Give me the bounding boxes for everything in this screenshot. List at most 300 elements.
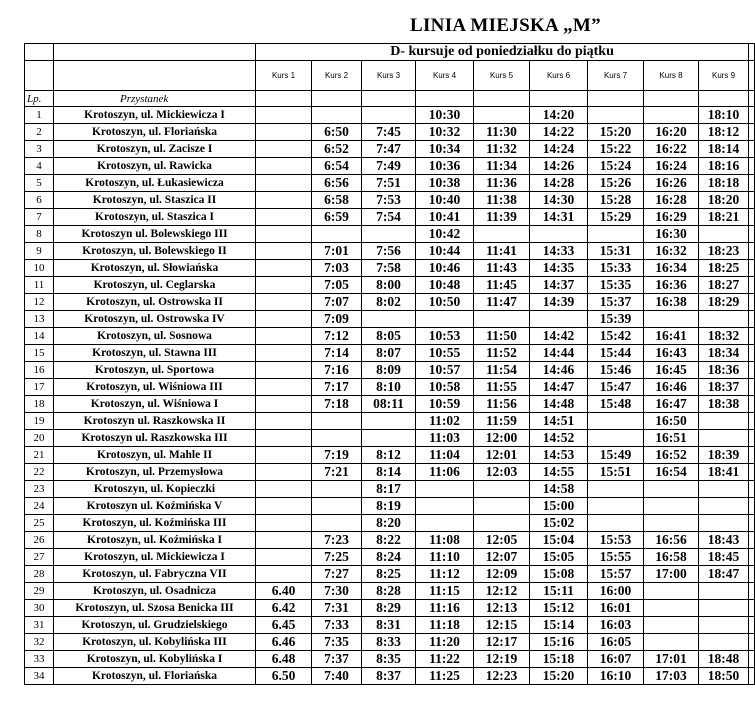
stop-name: Krotoszyn, ul. Ceglarska [54,277,256,294]
departure-time: 7:16 [312,362,362,379]
departure-time: 11:15 [416,583,474,600]
departure-time [256,566,312,583]
departure-time: 15:18 [530,651,588,668]
stop-name: Krotoszyn, ul. Mickiewicza I [54,107,256,124]
departure-time [416,481,474,498]
departure-time: 14:37 [530,277,588,294]
departure-time: 15:49 [588,447,644,464]
departure-time: 18:21 [699,209,749,226]
table-row [25,158,755,175]
kurs-header: Kurs 9 [699,61,749,91]
trailing-cell [749,311,755,328]
departure-time [699,481,749,498]
departure-time: 08:11 [362,396,416,413]
departure-time [644,311,699,328]
departure-time: 6.50 [256,668,312,685]
departure-time: 14:22 [530,124,588,141]
departure-time: 15:16 [530,634,588,651]
departure-time [588,226,644,243]
row-number: 24 [25,498,54,515]
departure-time: 18:12 [699,124,749,141]
departure-time [256,515,312,532]
departure-time: 16:32 [644,243,699,260]
stop-name: Krotoszyn, ul. Ostrowska IV [54,311,256,328]
stop-name: Krotoszyn, ul. Kobylińska III [54,634,256,651]
departure-time: 14:35 [530,260,588,277]
table-row [25,566,755,583]
stop-name: Krotoszyn, ul. Wiśniowa III [54,379,256,396]
stop-name: Krotoszyn, ul. Kopieczki [54,481,256,498]
trailing-cell [749,515,755,532]
row-number: 1 [25,107,54,124]
departure-time: 7:54 [362,209,416,226]
departure-time: 16:22 [644,141,699,158]
departure-time [530,226,588,243]
table-row [25,498,755,515]
departure-time: 18:29 [699,294,749,311]
departure-time [362,430,416,447]
departure-time: 7:47 [362,141,416,158]
departure-time: 11:34 [474,158,530,175]
stop-name: Krotoszyn, ul. Koźmińska I [54,532,256,549]
trailing-cell [749,600,755,617]
departure-time: 15:37 [588,294,644,311]
trailing-cell [749,634,755,651]
stop-name: Krotoszyn, ul. Słowiańska [54,260,256,277]
departure-time: 18:27 [699,277,749,294]
departure-time: 8:09 [362,362,416,379]
departure-time: 7:09 [312,311,362,328]
trailing-cell [749,566,755,583]
table-row [25,464,755,481]
row-number: 29 [25,583,54,600]
row-number: 5 [25,175,54,192]
departure-time: 10:30 [416,107,474,124]
departure-time [256,141,312,158]
departure-time: 11:52 [474,345,530,362]
departure-time: 18:34 [699,345,749,362]
trailing-cell [749,549,755,566]
trailing-cell [749,532,755,549]
departure-time: 16:10 [588,668,644,685]
departure-time: 18:50 [699,668,749,685]
departure-time: 10:34 [416,141,474,158]
departure-time [416,311,474,328]
departure-time: 14:30 [530,192,588,209]
table-row [25,583,755,600]
departure-time: 11:56 [474,396,530,413]
departure-time: 7:51 [362,175,416,192]
departure-time: 8:35 [362,651,416,668]
departure-time: 7:05 [312,277,362,294]
stop-name: Krotoszyn, ul. Wiśniowa I [54,396,256,413]
timetable [24,43,755,685]
trailing-cell [749,158,755,175]
table-row [25,532,755,549]
departure-time [256,226,312,243]
departure-time [256,396,312,413]
trailing-cell [749,430,755,447]
departure-time: 11:20 [416,634,474,651]
table-row [25,447,755,464]
departure-time [416,515,474,532]
departure-time [474,226,530,243]
table-row [25,379,755,396]
departure-time [256,464,312,481]
departure-time: 11:30 [474,124,530,141]
departure-time: 14:26 [530,158,588,175]
departure-time: 11:59 [474,413,530,430]
stop-name: Krotoszyn, ul. Bolewskiego II [54,243,256,260]
departure-time: 15:35 [588,277,644,294]
departure-time: 18:47 [699,566,749,583]
departure-time [699,634,749,651]
departure-time [256,209,312,226]
departure-time: 16:20 [644,124,699,141]
row-number: 17 [25,379,54,396]
departure-time: 14:33 [530,243,588,260]
departure-time: 15:00 [530,498,588,515]
departure-time: 8:24 [362,549,416,566]
departure-time: 8:10 [362,379,416,396]
departure-time [699,413,749,430]
departure-time: 18:39 [699,447,749,464]
departure-time [312,481,362,498]
departure-time: 17:01 [644,651,699,668]
table-row [25,634,755,651]
row-number: 32 [25,634,54,651]
departure-time: 6.48 [256,651,312,668]
departure-time: 11:50 [474,328,530,345]
departure-time [256,413,312,430]
stop-name: Krotoszyn ul. Raszkowska III [54,430,256,447]
departure-time: 15:20 [530,668,588,685]
departure-time: 18:32 [699,328,749,345]
departure-time: 16:36 [644,277,699,294]
table-row [25,107,755,124]
departure-time: 10:58 [416,379,474,396]
departure-time: 6.46 [256,634,312,651]
departure-time: 15:29 [588,209,644,226]
departure-time [256,158,312,175]
departure-time: 11:18 [416,617,474,634]
departure-time: 7:35 [312,634,362,651]
stop-name: Krotoszyn, ul. Staszica II [54,192,256,209]
departure-time: 7:40 [312,668,362,685]
stop-name: Krotoszyn, ul. Sportowa [54,362,256,379]
departure-time: 6:58 [312,192,362,209]
departure-time: 14:28 [530,175,588,192]
departure-time [256,175,312,192]
departure-time: 6.42 [256,600,312,617]
departure-time: 7:12 [312,328,362,345]
departure-time: 15:22 [588,141,644,158]
departure-time [312,430,362,447]
departure-time: 16:26 [644,175,699,192]
departure-time: 7:19 [312,447,362,464]
departure-time: 14:55 [530,464,588,481]
departure-time [256,345,312,362]
row-number: 22 [25,464,54,481]
stop-header: Przystanek [54,91,256,107]
trailing-cell [749,447,755,464]
departure-time: 12:00 [474,430,530,447]
trailing-cell [749,209,755,226]
table-row [25,515,755,532]
stop-name: Krotoszyn, ul. Floriańska [54,124,256,141]
departure-time: 16:51 [644,430,699,447]
departure-time: 14:20 [530,107,588,124]
row-number: 11 [25,277,54,294]
table-row [25,396,755,413]
departure-time: 7:58 [362,260,416,277]
departure-time: 15:42 [588,328,644,345]
trailing-cell [749,464,755,481]
row-number: 14 [25,328,54,345]
row-number: 25 [25,515,54,532]
departure-time [588,430,644,447]
departure-time: 8:29 [362,600,416,617]
departure-time [416,498,474,515]
kurs-header: Kurs 8 [644,61,699,91]
stop-name: Krotoszyn, ul. Grudzielskiego [54,617,256,634]
stop-name: Krotoszyn, ul. Mickiewicza I [54,549,256,566]
row-number: 7 [25,209,54,226]
departure-time: 18:36 [699,362,749,379]
departure-time: 7:07 [312,294,362,311]
row-number: 26 [25,532,54,549]
departure-time: 11:41 [474,243,530,260]
departure-time: 11:04 [416,447,474,464]
departure-time [644,107,699,124]
departure-time [699,311,749,328]
stop-name: Krotoszyn, ul. Rawicka [54,158,256,175]
departure-time [644,617,699,634]
table-row [25,549,755,566]
departure-time: 15:12 [530,600,588,617]
table-row [25,175,755,192]
departure-time: 16:07 [588,651,644,668]
table-row [25,226,755,243]
row-number: 31 [25,617,54,634]
departure-time: 12:13 [474,600,530,617]
departure-time: 16:03 [588,617,644,634]
departure-time: 15:24 [588,158,644,175]
departure-time [588,107,644,124]
departure-time: 18:20 [699,192,749,209]
departure-time: 18:48 [699,651,749,668]
departure-time: 10:36 [416,158,474,175]
table-row [25,600,755,617]
departure-time: 12:17 [474,634,530,651]
trailing-cell [749,651,755,668]
departure-time [699,583,749,600]
departure-time: 7:21 [312,464,362,481]
stop-name: Krotoszyn ul. Koźmińska V [54,498,256,515]
departure-time: 14:31 [530,209,588,226]
departure-time [699,600,749,617]
departure-time [256,277,312,294]
departure-time: 18:10 [699,107,749,124]
departure-time: 15:44 [588,345,644,362]
departure-time: 11:12 [416,566,474,583]
departure-time: 16:30 [644,226,699,243]
departure-time: 14:47 [530,379,588,396]
departure-time: 11:36 [474,175,530,192]
row-number: 12 [25,294,54,311]
departure-time: 16:56 [644,532,699,549]
departure-time: 15:11 [530,583,588,600]
departure-time: 17:00 [644,566,699,583]
table-row [25,311,755,328]
departure-time: 11:16 [416,600,474,617]
row-number: 8 [25,226,54,243]
departure-time: 14:58 [530,481,588,498]
row-number: 19 [25,413,54,430]
row-number: 28 [25,566,54,583]
departure-time: 11:03 [416,430,474,447]
departure-time: 16:34 [644,260,699,277]
departure-time [362,413,416,430]
departure-time: 8:28 [362,583,416,600]
departure-time: 14:42 [530,328,588,345]
row-number: 33 [25,651,54,668]
departure-time: 7:25 [312,549,362,566]
table-row [25,124,755,141]
departure-time [362,107,416,124]
departure-time: 16:46 [644,379,699,396]
departure-time: 16:24 [644,158,699,175]
departure-time: 11:25 [416,668,474,685]
departure-time: 15:08 [530,566,588,583]
departure-time: 10:53 [416,328,474,345]
departure-time: 10:48 [416,277,474,294]
stop-name: Krotoszyn, ul. Sosnowa [54,328,256,345]
departure-time: 16:54 [644,464,699,481]
trailing-cell [749,226,755,243]
departure-time: 7:01 [312,243,362,260]
departure-time: 18:37 [699,379,749,396]
departure-time: 6:50 [312,124,362,141]
departure-time: 16:52 [644,447,699,464]
departure-time: 11:38 [474,192,530,209]
departure-time: 8:12 [362,447,416,464]
stop-name: Krotoszyn, ul. Osadnicza [54,583,256,600]
departure-time: 15:46 [588,362,644,379]
subtitle: D- kursuje od poniedziałku do piątku [256,44,749,61]
table-row [25,141,755,158]
departure-time: 16:00 [588,583,644,600]
departure-time: 15:26 [588,175,644,192]
stop-name: Krotoszyn, ul. Koźmińska III [54,515,256,532]
departure-time: 14:46 [530,362,588,379]
departure-time: 7:23 [312,532,362,549]
row-number: 27 [25,549,54,566]
stop-name: Krotoszyn, ul. Szosa Benicka III [54,600,256,617]
table-row [25,617,755,634]
kurs-header: Kurs 7 [588,61,644,91]
trailing-cell [749,481,755,498]
departure-time [256,294,312,311]
departure-time: 8:05 [362,328,416,345]
departure-time: 6.45 [256,617,312,634]
departure-time [362,226,416,243]
table-row [25,209,755,226]
trailing-cell [749,617,755,634]
kurs-header: Kurs 1 [256,61,312,91]
departure-time: 15:04 [530,532,588,549]
departure-time: 12:05 [474,532,530,549]
table-row [25,345,755,362]
departure-time: 14:53 [530,447,588,464]
row-number: 18 [25,396,54,413]
departure-time [588,515,644,532]
trailing-cell [749,498,755,515]
departure-time [644,583,699,600]
departure-time: 15:55 [588,549,644,566]
departure-time: 10:55 [416,345,474,362]
departure-time: 15:05 [530,549,588,566]
row-number: 23 [25,481,54,498]
departure-time: 12:23 [474,668,530,685]
departure-time: 10:59 [416,396,474,413]
departure-time: 18:14 [699,141,749,158]
departure-time: 12:07 [474,549,530,566]
departure-time: 11:43 [474,260,530,277]
departure-time [474,107,530,124]
row-number: 13 [25,311,54,328]
kurs-header: Kurs 5 [474,61,530,91]
departure-time [474,515,530,532]
trailing-cell [749,396,755,413]
table-row [25,362,755,379]
departure-time [644,600,699,617]
row-number: 2 [25,124,54,141]
stop-name: Krotoszyn, ul. Floriańska [54,668,256,685]
departure-time [256,107,312,124]
departure-time: 8:37 [362,668,416,685]
departure-time: 6:52 [312,141,362,158]
table-row [25,430,755,447]
trailing-cell [749,107,755,124]
departure-time: 6:56 [312,175,362,192]
trailing-cell [749,413,755,430]
departure-time: 8:00 [362,277,416,294]
departure-time: 12:12 [474,583,530,600]
stop-name: Krotoszyn, ul. Staszica I [54,209,256,226]
departure-time: 8:17 [362,481,416,498]
departure-time: 11:06 [416,464,474,481]
departure-time: 10:44 [416,243,474,260]
kurs-header: Kurs 2 [312,61,362,91]
departure-time [474,311,530,328]
trailing-cell [749,192,755,209]
departure-time [474,498,530,515]
departure-time: 10:57 [416,362,474,379]
departure-time [644,634,699,651]
departure-time: 8:07 [362,345,416,362]
trailing-cell [749,668,755,685]
row-number: 15 [25,345,54,362]
departure-time [256,447,312,464]
departure-time: 11:22 [416,651,474,668]
stop-name: Krotoszyn ul. Raszkowska II [54,413,256,430]
departure-time [312,498,362,515]
departure-time: 10:50 [416,294,474,311]
departure-time: 16:29 [644,209,699,226]
row-number: 34 [25,668,54,685]
table-row [25,294,755,311]
